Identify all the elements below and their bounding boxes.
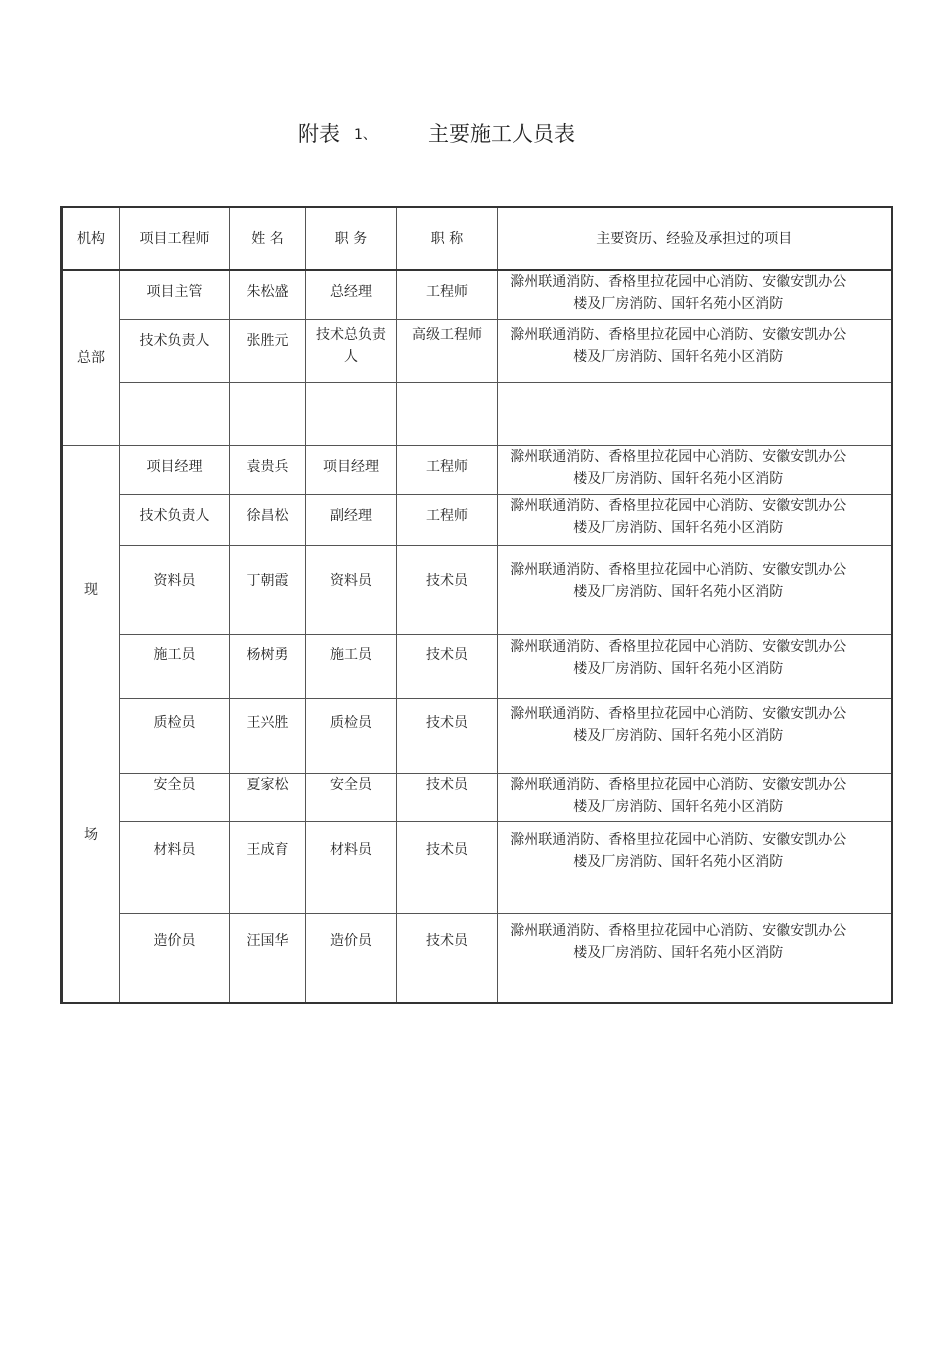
role-cell: 项目主管 <box>120 270 230 319</box>
title-cell: 技术员 <box>397 634 498 698</box>
header-org: 机构 <box>62 207 120 270</box>
name-cell <box>230 382 306 445</box>
experience-cell: 滁州联通消防、香格里拉花园中心消防、安徽安凯办公楼及厂房消防、国轩名苑小区消防 <box>498 445 892 494</box>
position-cell: 质检员 <box>306 699 397 774</box>
experience-cell: 滁州联通消防、香格里拉花园中心消防、安徽安凯办公楼及厂房消防、国轩名苑小区消防 <box>498 319 892 382</box>
role-cell: 造价员 <box>120 913 230 1002</box>
name-cell: 张胜元 <box>230 319 306 382</box>
name-cell: 袁贵兵 <box>230 445 306 494</box>
experience-cell: 滁州联通消防、香格里拉花园中心消防、安徽安凯办公楼及厂房消防、国轩名苑小区消防 <box>498 494 892 545</box>
table-row <box>62 319 892 382</box>
position-cell: 造价员 <box>306 913 397 1002</box>
title-number: 1、 <box>354 127 377 143</box>
position-cell: 安全员 <box>306 774 397 822</box>
title-cell: 技术员 <box>397 545 498 634</box>
name-cell: 王成育 <box>230 822 306 913</box>
position-cell: 总经理 <box>306 270 397 319</box>
position-cell: 施工员 <box>306 634 397 698</box>
experience-cell: 滁州联通消防、香格里拉花园中心消防、安徽安凯办公楼及厂房消防、国轩名苑小区消防 <box>498 913 892 1002</box>
name-cell: 杨树勇 <box>230 634 306 698</box>
table-row <box>62 822 892 913</box>
name-cell: 汪国华 <box>230 913 306 1002</box>
header-experience: 主要资历、经验及承担过的项目 <box>498 207 892 270</box>
header-title: 职 称 <box>397 207 498 270</box>
experience-cell: 滁州联通消防、香格里拉花园中心消防、安徽安凯办公楼及厂房消防、国轩名苑小区消防 <box>498 270 892 319</box>
title-cell <box>397 382 498 445</box>
table-row <box>62 445 892 494</box>
title-cell: 工程师 <box>397 445 498 494</box>
name-cell: 夏家松 <box>230 774 306 822</box>
title-cell: 技术员 <box>397 822 498 913</box>
org-cell-site <box>62 445 120 1003</box>
title-cell: 工程师 <box>397 494 498 545</box>
position-cell <box>306 382 397 445</box>
title-cell: 技术员 <box>397 774 498 822</box>
table-row <box>62 545 892 634</box>
title-cell: 技术员 <box>397 699 498 774</box>
experience-cell: 滁州联通消防、香格里拉花园中心消防、安徽安凯办公楼及厂房消防、国轩名苑小区消防 <box>498 634 892 698</box>
table-row <box>62 774 892 822</box>
position-cell: 技术总负责人 <box>306 319 397 382</box>
role-cell: 安全员 <box>120 774 230 822</box>
title-cell: 工程师 <box>397 270 498 319</box>
experience-cell <box>498 382 892 445</box>
table-row <box>62 270 892 319</box>
experience-cell: 滁州联通消防、香格里拉花园中心消防、安徽安凯办公楼及厂房消防、国轩名苑小区消防 <box>498 545 892 634</box>
header-position: 职 务 <box>306 207 397 270</box>
org-cell-hq: 总部 <box>62 270 120 445</box>
name-cell: 朱松盛 <box>230 270 306 319</box>
table-row <box>62 634 892 698</box>
position-cell: 材料员 <box>306 822 397 913</box>
role-cell: 施工员 <box>120 634 230 698</box>
role-cell: 技术负责人 <box>120 319 230 382</box>
table-row <box>62 494 892 545</box>
role-cell <box>120 382 230 445</box>
name-cell: 丁朝霞 <box>230 545 306 634</box>
name-cell: 徐昌松 <box>230 494 306 545</box>
experience-cell: 滁州联通消防、香格里拉花园中心消防、安徽安凯办公楼及厂房消防、国轩名苑小区消防 <box>498 774 892 822</box>
org-site-label <box>67 446 115 1002</box>
position-cell: 资料员 <box>306 545 397 634</box>
org-site-char-1: 现 <box>84 581 98 598</box>
position-cell: 副经理 <box>306 494 397 545</box>
table-header-row <box>62 207 892 270</box>
title-main: 主要施工人员表 <box>428 122 575 146</box>
role-cell: 项目经理 <box>120 445 230 494</box>
experience-cell: 滁州联通消防、香格里拉花园中心消防、安徽安凯办公楼及厂房消防、国轩名苑小区消防 <box>498 699 892 774</box>
title-prefix: 附表 <box>298 122 340 146</box>
page-title <box>0 118 950 154</box>
role-cell: 质检员 <box>120 699 230 774</box>
role-cell: 材料员 <box>120 822 230 913</box>
header-name: 姓 名 <box>230 207 306 270</box>
title-cell: 高级工程师 <box>397 319 498 382</box>
staff-table <box>60 206 893 1004</box>
role-cell: 技术负责人 <box>120 494 230 545</box>
position-cell: 项目经理 <box>306 445 397 494</box>
role-cell: 资料员 <box>120 545 230 634</box>
header-role: 项目工程师 <box>120 207 230 270</box>
table-row <box>62 913 892 1002</box>
experience-cell: 滁州联通消防、香格里拉花园中心消防、安徽安凯办公楼及厂房消防、国轩名苑小区消防 <box>498 822 892 913</box>
table-row <box>62 699 892 774</box>
org-site-char-2: 场 <box>84 826 98 843</box>
title-cell: 技术员 <box>397 913 498 1002</box>
table-row <box>62 382 892 445</box>
name-cell: 王兴胜 <box>230 699 306 774</box>
